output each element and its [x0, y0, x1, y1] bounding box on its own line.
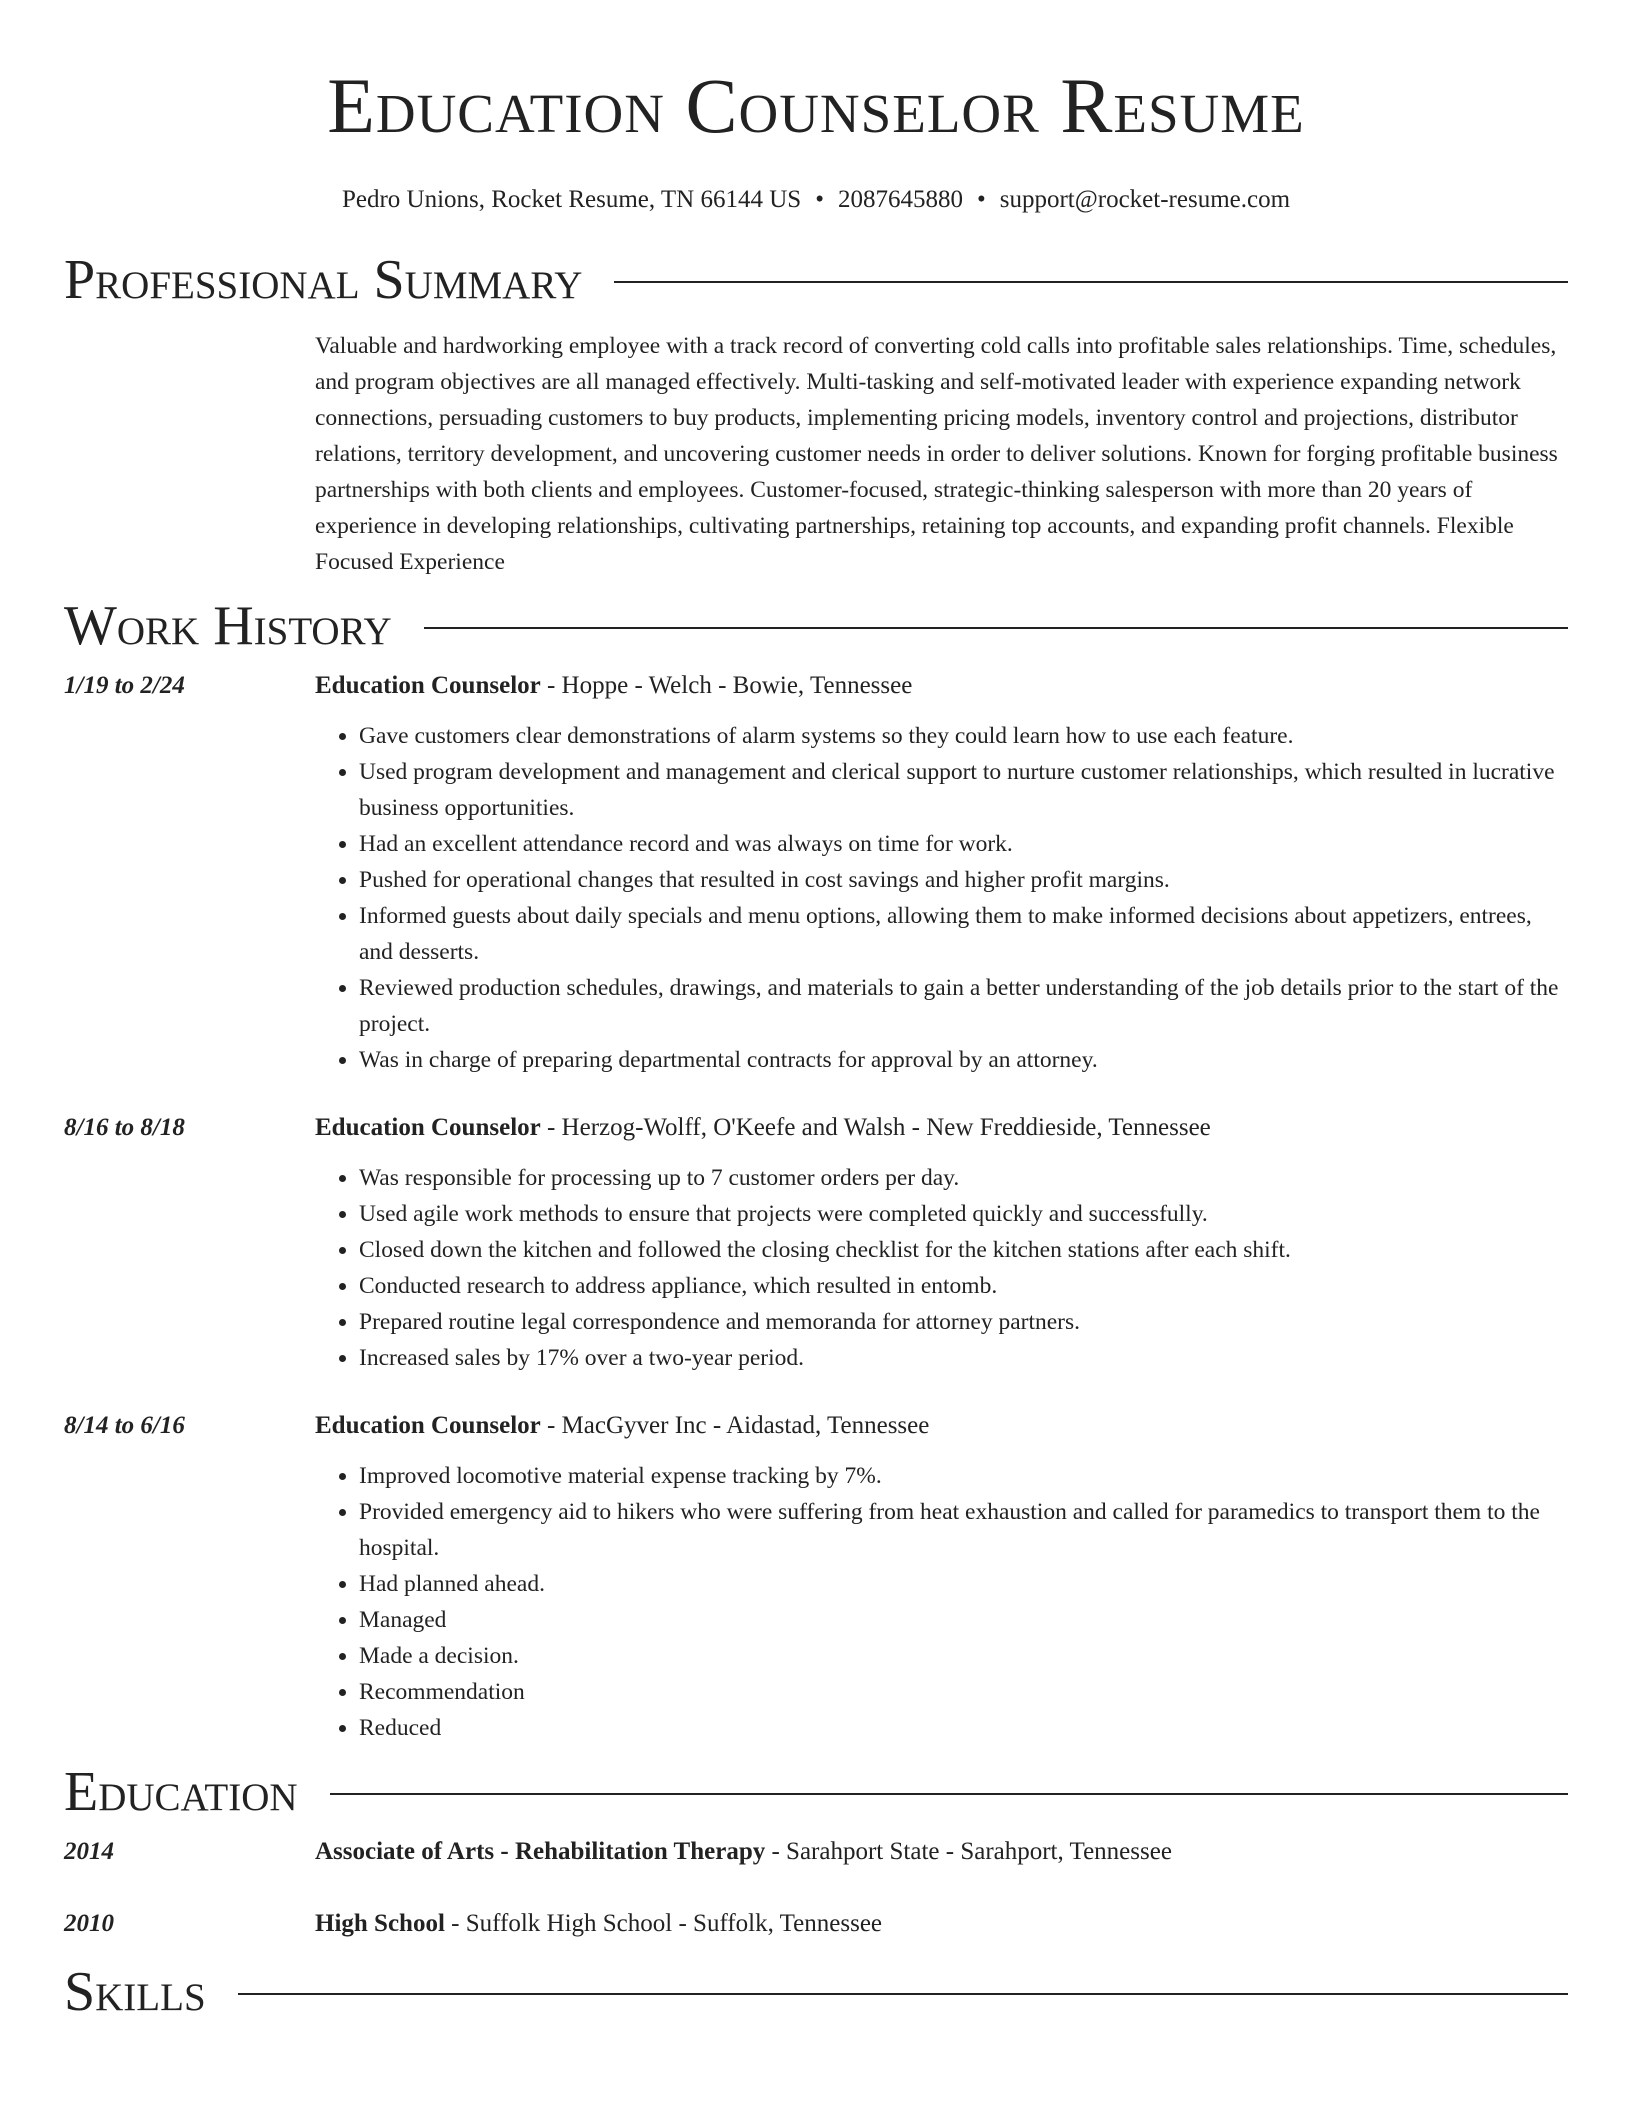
resume-page: [64, 0, 1568, 2024]
job-entry: [64, 668, 1568, 1078]
education-year: 2010: [64, 1910, 114, 1937]
education-heading: [315, 1906, 1568, 1942]
job-bullet: • Was in charge of preparing departmental contracts for approval by an attorney.: [359, 1042, 1568, 1078]
summary-text: Valuable and hardworking employee with a track record of converting cold calls into profitable sales relationships. Time, schedules, and program objectives are all managed effectively. Multi-tasking and self-motivated leader with experience expanding network connections, persuading customers to buy products, implementing pricing models, inventory control and projections, distributor relations, territory development, and uncovering customer needs in order to deliver solutions. Known for forging profitable business partnerships with both clients and employees. Customer-focused, strategic-thinking salesperson with more than 20 years of experience in developing relationships, cultivating partnerships, retaining top accounts, and expanding profit channels. Flexible Focused Experience: [315, 333, 1558, 575]
section-title-summary: Professional Summary: [64, 249, 583, 311]
job-bullet: • Improved locomotive material expense tracking by 7%.: [359, 1458, 1568, 1494]
section-header-summary: [64, 248, 1568, 312]
section-title-education: Education: [64, 1761, 298, 1823]
job-bullet: • Provided emergency aid to hikers who were suffering from heat exhaustion and called for paramedics to transport them to the hospital.: [359, 1494, 1568, 1566]
job-entry: [64, 1110, 1568, 1376]
job-body: [315, 1408, 1568, 1746]
section-divider: [330, 1793, 1568, 1795]
education-body: [315, 1834, 1568, 1870]
contact-separator: •: [976, 186, 986, 213]
job-bullet: • Used program development and management and clerical support to nurture customer relationships, which resulted in lucrative business opportunities.: [359, 754, 1568, 826]
section-header-work-history: [64, 594, 1568, 658]
section-divider: [424, 627, 1568, 629]
job-bullet: • Managed: [359, 1602, 1568, 1638]
contact-separator: •: [815, 186, 824, 213]
resume-title: Education Counselor Resume: [327, 62, 1305, 149]
job-body: [315, 668, 1568, 1078]
job-bullet: • Had planned ahead.: [359, 1566, 1568, 1602]
job-bullet: • Gave customers clear demonstrations of alarm systems so they could learn how to use each feature.: [359, 718, 1568, 754]
contact-line: [64, 184, 1568, 216]
job-title: Education Counselor: [315, 672, 541, 699]
section-divider: [614, 281, 1568, 283]
education-details: - Sarahport State - Sarahport, Tennessee: [765, 1838, 1172, 1865]
job-bullet: • Closed down the kitchen and followed the closing checklist for the kitchen stations after each shift.: [359, 1232, 1568, 1268]
job-title: Education Counselor: [315, 1412, 541, 1439]
job-bullet: • Made a decision.: [359, 1638, 1568, 1674]
job-details: - Hoppe - Welch - Bowie, Tennessee: [540, 672, 913, 699]
education-entry: [64, 1834, 1568, 1870]
job-bullet: • Reduced: [359, 1710, 1568, 1746]
education-heading: [315, 1834, 1568, 1870]
section-title-skills: Skills: [64, 1961, 206, 2023]
contact-phone: 2087645880: [837, 186, 963, 213]
job-bullet-list: [315, 1458, 1568, 1746]
section-title-work-history: Work History: [64, 595, 392, 657]
education-details: - Suffolk High School - Suffolk, Tennessee: [444, 1910, 883, 1937]
education-body: [315, 1906, 1568, 1942]
job-bullet-list: [315, 1160, 1568, 1376]
job-heading: [315, 1408, 1568, 1444]
job-heading: [315, 668, 1568, 704]
job-bullet: • Recommendation: [359, 1674, 1568, 1710]
contact-email: support@rocket-resume.com: [999, 186, 1291, 213]
job-dates: 1/19 to 2/24: [64, 672, 185, 699]
education-degree: High School: [315, 1910, 445, 1937]
education-year: 2014: [64, 1838, 114, 1865]
job-bullet: • Prepared routine legal correspondence and memoranda for attorney partners.: [359, 1304, 1568, 1340]
job-dates: 8/16 to 8/18: [64, 1114, 185, 1141]
job-body: [315, 1110, 1568, 1376]
job-bullet: • Informed guests about daily specials and menu options, allowing them to make informed decisions about appetizers, entrees, and desserts.: [359, 898, 1568, 970]
job-bullet: • Reviewed production schedules, drawings, and materials to gain a better understanding of the job details prior to the start of the project.: [359, 970, 1568, 1042]
job-bullet: • Had an excellent attendance record and was always on time for work.: [359, 826, 1568, 862]
job-entry: [64, 1408, 1568, 1746]
job-dates: 8/14 to 6/16: [64, 1412, 185, 1439]
job-details: - Herzog-Wolff, O'Keefe and Walsh - New Freddieside, Tennessee: [540, 1114, 1211, 1141]
contact-address: Pedro Unions, Rocket Resume, TN 66144 US: [341, 186, 802, 213]
job-details: - MacGyver Inc - Aidastad, Tennessee: [540, 1412, 930, 1439]
section-header-education: [64, 1760, 1568, 1824]
education-entry: [64, 1906, 1568, 1942]
job-title: Education Counselor: [315, 1114, 541, 1141]
education-degree: Associate of Arts - Rehabilitation Therapy: [315, 1838, 766, 1865]
job-heading: [315, 1110, 1568, 1146]
section-divider: [238, 1993, 1568, 1995]
job-bullet: • Conducted research to address appliance, which resulted in entomb.: [359, 1268, 1568, 1304]
job-bullet: • Used agile work methods to ensure that projects were completed quickly and successfully.: [359, 1196, 1568, 1232]
job-bullet: • Pushed for operational changes that resulted in cost savings and higher profit margins.: [359, 862, 1568, 898]
job-bullet: • Was responsible for processing up to 7 customer orders per day.: [359, 1160, 1568, 1196]
job-bullet-list: [315, 718, 1568, 1078]
job-bullet: • Increased sales by 17% over a two-year period.: [359, 1340, 1568, 1376]
section-header-skills: [64, 1960, 1568, 2024]
